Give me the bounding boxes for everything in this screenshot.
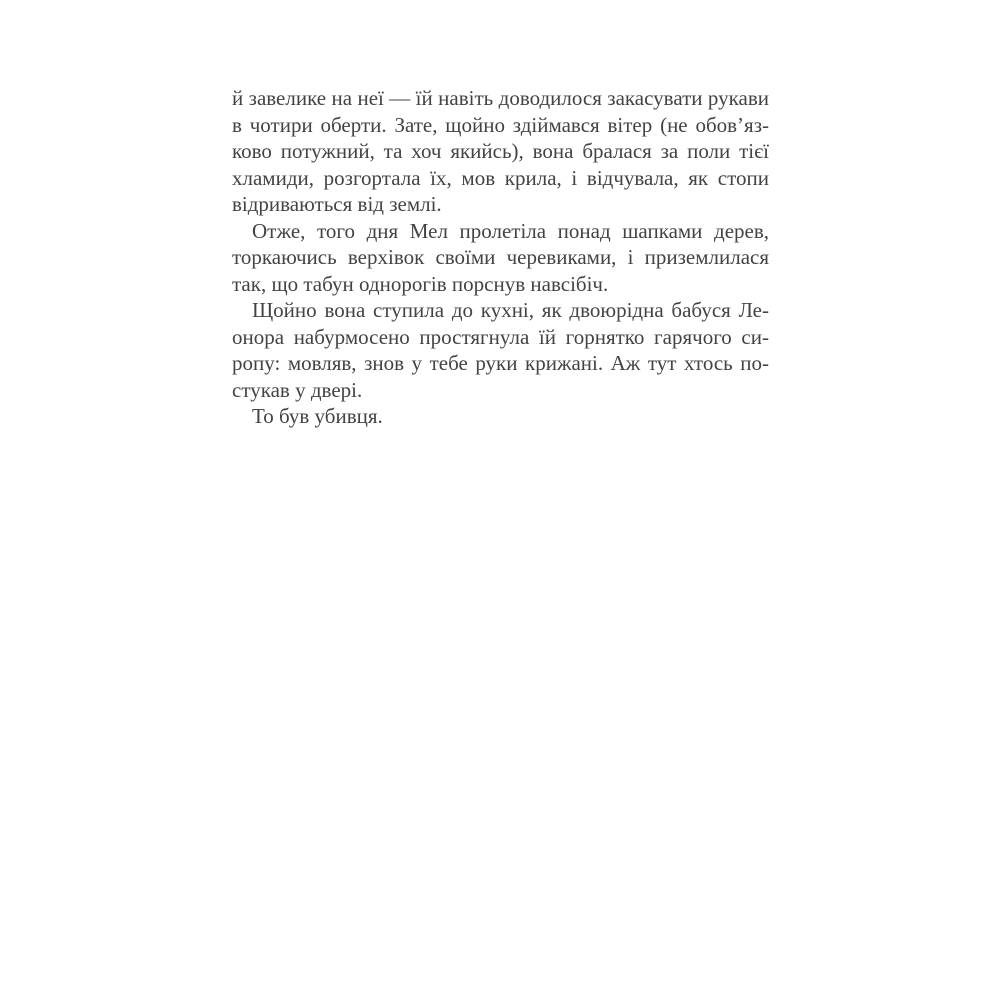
text-line: й завелике на неї — їй навіть доводилося закасувати рукави [232,86,769,110]
text-line: онора набурмосено простягнула їй горнятко гарячого си- [232,324,769,349]
text-line: ково потужний, та хоч якийсь), вона бралася за поли тієї [232,139,769,163]
text-line: торкаючись верхівок своїми черевиками, і приземлилася [232,245,769,269]
text-line: стукав у двері. [232,377,363,402]
text-line: хламиди, розгортала їх, мов крила, і відчувала, як стопи [232,165,769,190]
text-line: ропу: мовляв, знов у тебе руки крижані. Аж тут хтось по- [232,351,769,375]
text-line: Щойно вона ступила до кухні, як двоюрідна бабуся Ле- [252,298,769,322]
text-line: відриваються від землі. [232,192,442,216]
text-line: в чотири оберти. Зате, щойно здіймався вітер (не обов’яз- [232,112,769,137]
text-block [232,85,769,430]
text-line: так, що табун однорогів порснув навсібіч. [232,271,609,296]
text-line: Отже, того дня Мел пролетіла понад шапками дерев, [252,218,769,243]
text-line: То був убивця. [252,404,383,428]
